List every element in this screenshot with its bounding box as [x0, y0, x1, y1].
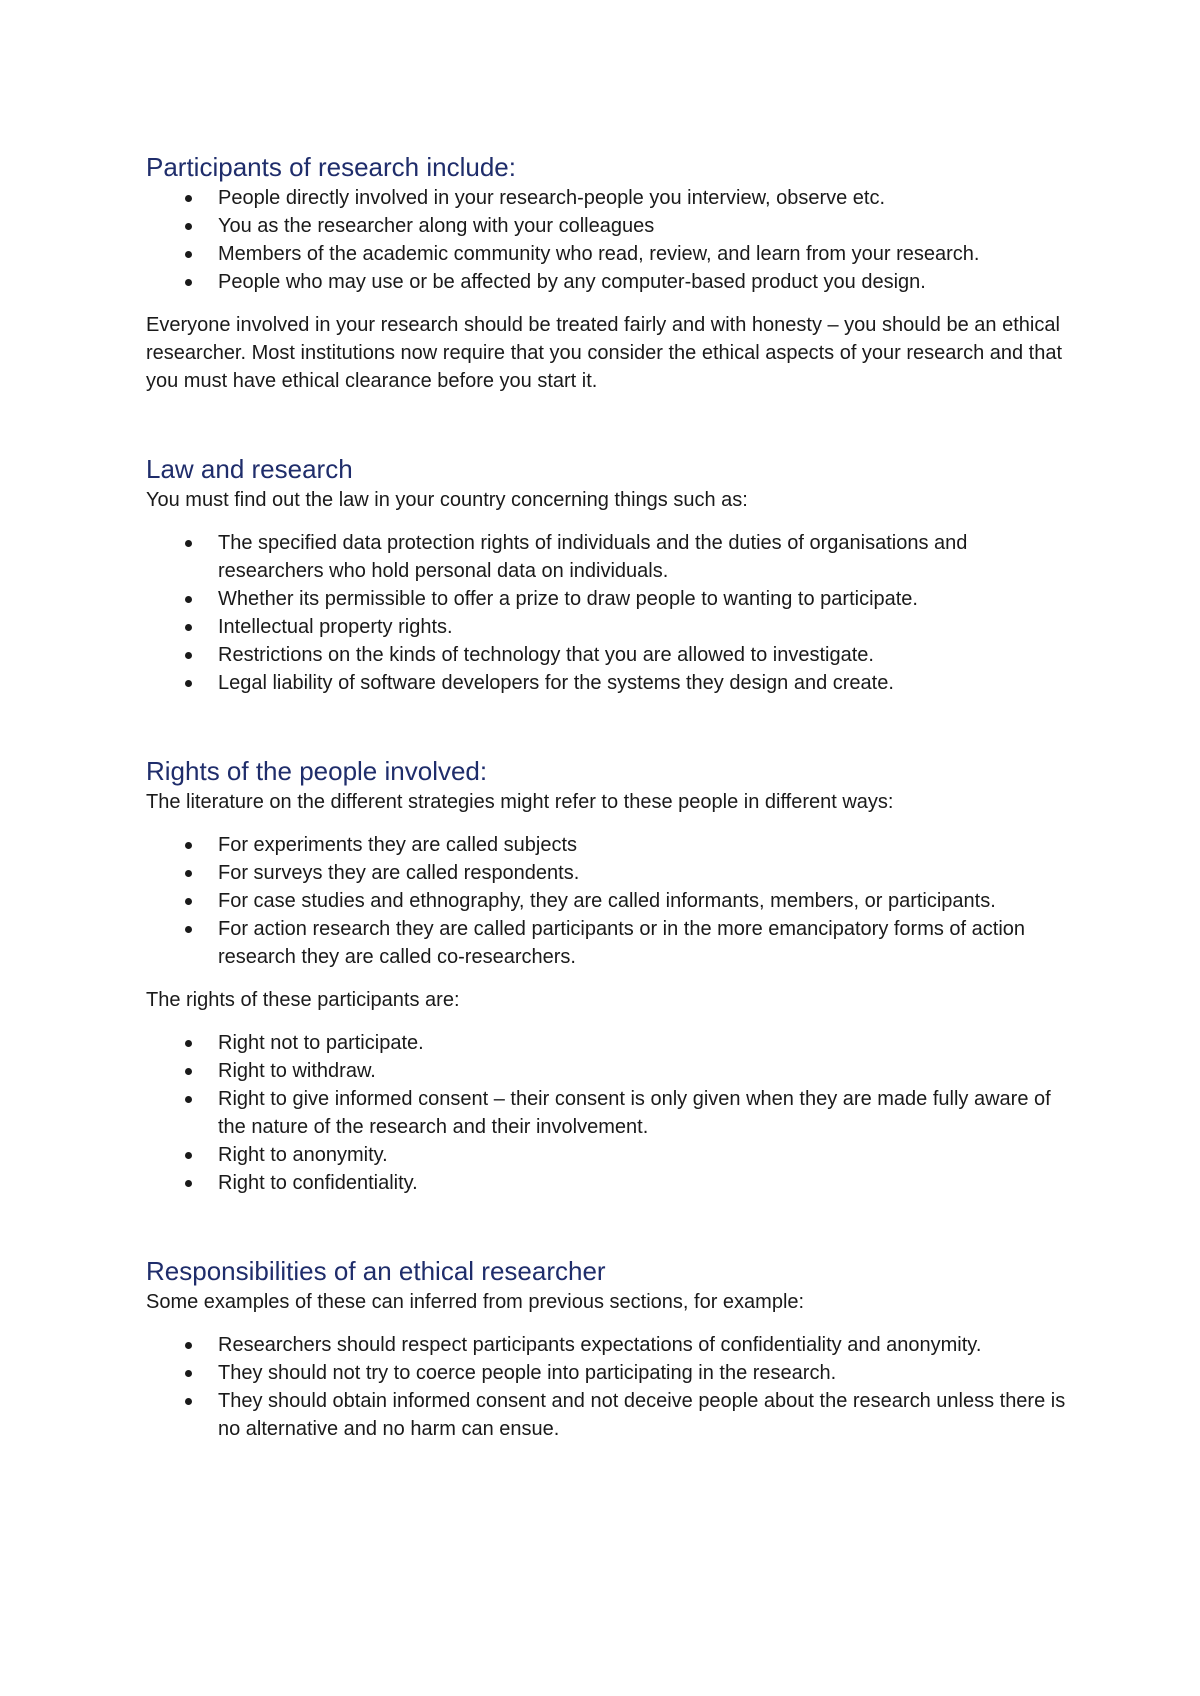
list-item [146, 1029, 1066, 1057]
bullet-icon [185, 870, 192, 877]
section-heading-participants: Participants of research include: [146, 152, 516, 182]
bullet-icon [185, 279, 192, 286]
list-item [146, 1141, 1066, 1169]
section-heading-responsibilities: Responsibilities of an ethical researcher [146, 1256, 606, 1286]
list-item-text: Researchers should respect participants expectations of confidentiality and anonymity. [218, 1334, 982, 1356]
bullet-icon [185, 652, 192, 659]
list-item-text: They should obtain informed consent and not deceive people about the research unless there is no alternative and no harm can ensue. [218, 1390, 1066, 1440]
section-heading-rights: Rights of the people involved: [146, 756, 488, 786]
list-item-text: Right not to participate. [218, 1032, 424, 1054]
list-item-text: Legal liability of software developers for the systems they design and create. [218, 672, 894, 694]
list-item-text: For surveys they are called respondents. [218, 862, 580, 884]
list-item [146, 1331, 1066, 1359]
bullet-icon [185, 680, 192, 687]
bullet-icon [185, 1068, 192, 1075]
ethics-paragraph: Everyone involved in your research should be treated fairly and with honesty – you should be an ethical researcher. Most institutions now require that you consider the ethical aspects of your research and that you must have ethical clearance before you start it. [146, 314, 1063, 392]
list-item-text: Intellectual property rights. [218, 616, 453, 638]
list-item [146, 1085, 1066, 1141]
list-item [146, 641, 1066, 669]
section-heading-law: Law and research [146, 454, 353, 484]
bullet-icon [185, 1180, 192, 1187]
bullet-icon [185, 926, 192, 933]
list-item [146, 585, 1066, 613]
rights-intro-2: The rights of these participants are: [146, 989, 460, 1011]
list-item [146, 915, 1066, 971]
bullet-icon [185, 195, 192, 202]
list-item-text: They should not try to coerce people into participating in the research. [218, 1362, 837, 1384]
list-item [146, 240, 1066, 268]
naming-list [146, 831, 1066, 971]
list-item [146, 212, 1066, 240]
list-item [146, 859, 1066, 887]
list-item-text: The specified data protection rights of individuals and the duties of organisations and researchers who hold personal data on individuals. [218, 532, 968, 582]
bullet-icon [185, 1096, 192, 1103]
rights-intro: The literature on the different strategies might refer to these people in different ways: [146, 791, 894, 813]
responsibilities-list [146, 1331, 1066, 1443]
bullet-icon [185, 596, 192, 603]
list-item [146, 1057, 1066, 1085]
list-item [146, 887, 1066, 915]
participants-list [146, 184, 1066, 296]
list-item-text: You as the researcher along with your colleagues [218, 215, 655, 237]
bullet-icon [185, 842, 192, 849]
rights-list [146, 1029, 1066, 1197]
responsibilities-intro: Some examples of these can inferred from previous sections, for example: [146, 1291, 805, 1313]
bullet-icon [185, 1342, 192, 1349]
list-item-text: People directly involved in your research-people you interview, observe etc. [218, 187, 886, 209]
list-item-text: Right to withdraw. [218, 1060, 376, 1082]
list-item [146, 529, 1066, 585]
list-item [146, 1359, 1066, 1387]
bullet-icon [185, 223, 192, 230]
bullet-icon [185, 1152, 192, 1159]
bullet-icon [185, 1040, 192, 1047]
law-list [146, 529, 1066, 697]
list-item [146, 184, 1066, 212]
list-item [146, 268, 1066, 296]
list-item-text: Restrictions on the kinds of technology that you are allowed to investigate. [218, 644, 874, 666]
list-item [146, 1169, 1066, 1197]
document-page [146, 150, 1066, 1443]
bullet-icon [185, 540, 192, 547]
bullet-icon [185, 1370, 192, 1377]
list-item-text: Right to give informed consent – their consent is only given when they are made fully aware of the nature of the research and their involvement. [218, 1088, 1051, 1138]
law-intro: You must find out the law in your country concerning things such as: [146, 489, 748, 511]
list-item [146, 613, 1066, 641]
list-item-text: For experiments they are called subjects [218, 834, 578, 856]
bullet-icon [185, 1398, 192, 1405]
list-item-text: For action research they are called participants or in the more emancipatory forms of action research they are called co-researchers. [218, 918, 1026, 968]
bullet-icon [185, 251, 192, 258]
list-item-text: People who may use or be affected by any computer-based product you design. [218, 271, 926, 293]
bullet-icon [185, 898, 192, 905]
list-item-text: Right to confidentiality. [218, 1172, 418, 1194]
list-item [146, 1387, 1066, 1443]
bullet-icon [185, 624, 192, 631]
list-item-text: Right to anonymity. [218, 1144, 388, 1166]
list-item [146, 831, 1066, 859]
list-item-text: For case studies and ethnography, they are called informants, members, or participants. [218, 890, 996, 912]
list-item [146, 669, 1066, 697]
list-item-text: Members of the academic community who read, review, and learn from your research. [218, 243, 980, 265]
list-item-text: Whether its permissible to offer a prize to draw people to wanting to participate. [218, 588, 918, 610]
